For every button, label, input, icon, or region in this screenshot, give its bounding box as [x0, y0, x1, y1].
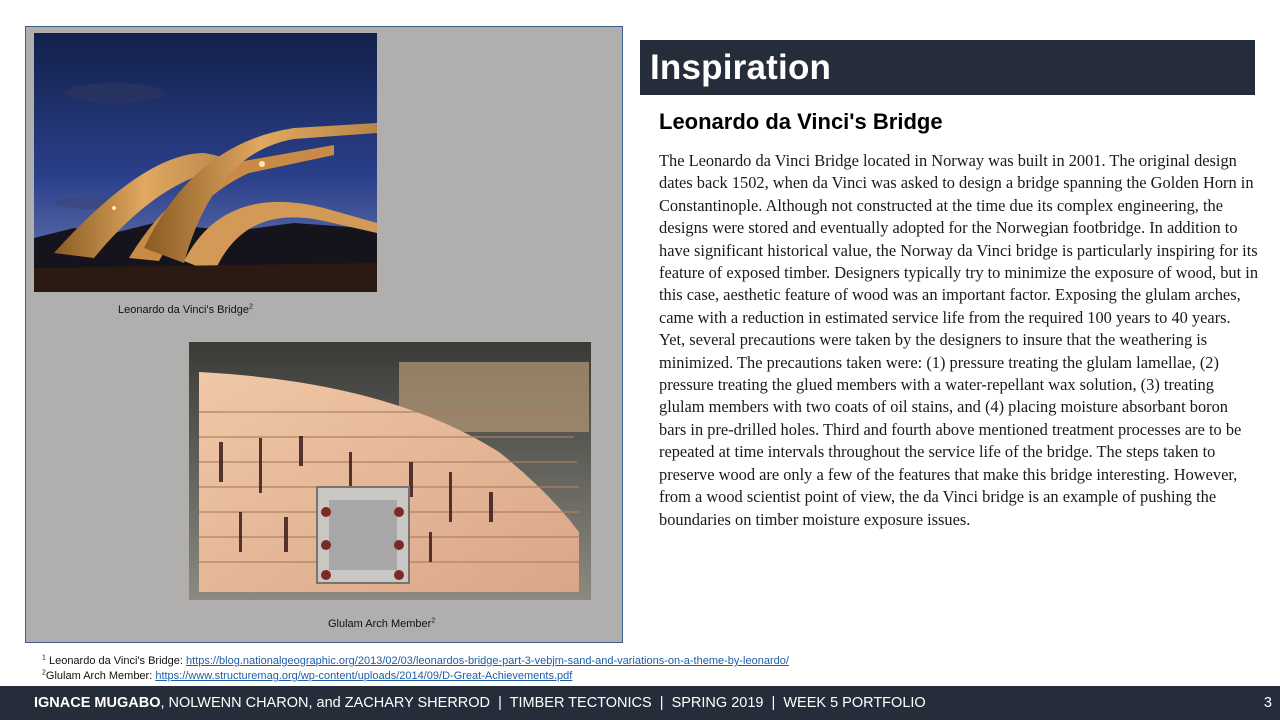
footer-lead-author: IGNACE MUGABO — [34, 695, 161, 711]
glulam-photo-caption — [328, 618, 435, 630]
reference-2-number: 2 — [42, 669, 46, 677]
bridge-photo-illustration — [34, 33, 377, 292]
glulam-photo — [189, 342, 591, 600]
slide-title: Inspiration — [650, 48, 832, 87]
bridge-photo — [34, 33, 377, 292]
section-heading: Leonardo da Vinci's Bridge — [659, 109, 943, 134]
footer-credits — [34, 686, 926, 720]
reference-2-label: Glulam Arch Member: — [45, 670, 156, 682]
slide-title-bar — [640, 40, 1255, 95]
footer-bar — [0, 686, 1280, 720]
reference-1-number: 1 — [42, 654, 46, 662]
reference-2 — [42, 669, 789, 684]
reference-1 — [42, 654, 789, 669]
bridge-caption-text: Leonardo da Vinci's Bridge — [118, 304, 249, 316]
glulam-caption-superscript: 2 — [431, 617, 436, 625]
references — [42, 654, 789, 684]
reference-1-label: Leonardo da Vinci's Bridge: — [45, 655, 187, 667]
glulam-photo-illustration — [189, 342, 591, 600]
footer-course-info: , NOLWENN CHARON, and ZACHARY SHERROD | TIMBER TECTONICS | SPRING 2019 | WEEK 5 PORTFOLIO — [160, 695, 926, 711]
body-paragraph: The Leonardo da Vinci Bridge located in Norway was built in 2001. The original design dates back 1502, when da Vinci was asked to design a bridge spanning the Golden Horn in Constantinople. Although not constructed at the time due its complex engineering, the designs were stored and eventually adopted for the Norwegian footbridge. In addition to have significant historical value, the Norway da Vinci bridge is particularly inspiring for its feature of exposed timber. Designers typically try to minimize the exposure of wood, but in this case, aesthetic feature of wood was an important factor. Exposing the glulam arches, came with a reduction in estimated service life from the required 100 years to 40 years. Yet, several precautions were taken by the designers to insure that the weathering is minimized. The precautions taken were: (1) pressure treating the glulam lamellae, (2) pressure treating the glued members with a water-repellant wax solution, (3) treating glulam members with two coats of oil stains, and (4) placing moisture absorbant boron bars in pre-drilled holes. Third and fourth above mentioned treatment processes are to be repeated at time intervals throughout the service life of the bridge. The steps taken to preserve wood are only a few of the features that make this bridge interesting. However, from a wood scientist point of view, the da Vinci bridge is an example of pushing the boundaries on timber moisture exposure issues. — [659, 151, 1259, 529]
bridge-caption-superscript: 2 — [248, 303, 253, 311]
bridge-photo-caption — [118, 304, 253, 316]
page-number: 3 — [1263, 695, 1272, 711]
image-panel — [25, 26, 623, 643]
reference-1-link[interactable]: https://blog.nationalgeographic.org/2013/02/03/leonardos-bridge-part-3-vebjm-sand-and-variations-on-a-theme-by-leonardo/ — [186, 655, 789, 667]
glulam-caption-text: Glulam Arch Member — [328, 618, 432, 630]
reference-2-link[interactable]: https://www.structuremag.org/wp-content/uploads/2014/09/D-Great-Achievements.pdf — [155, 670, 573, 682]
